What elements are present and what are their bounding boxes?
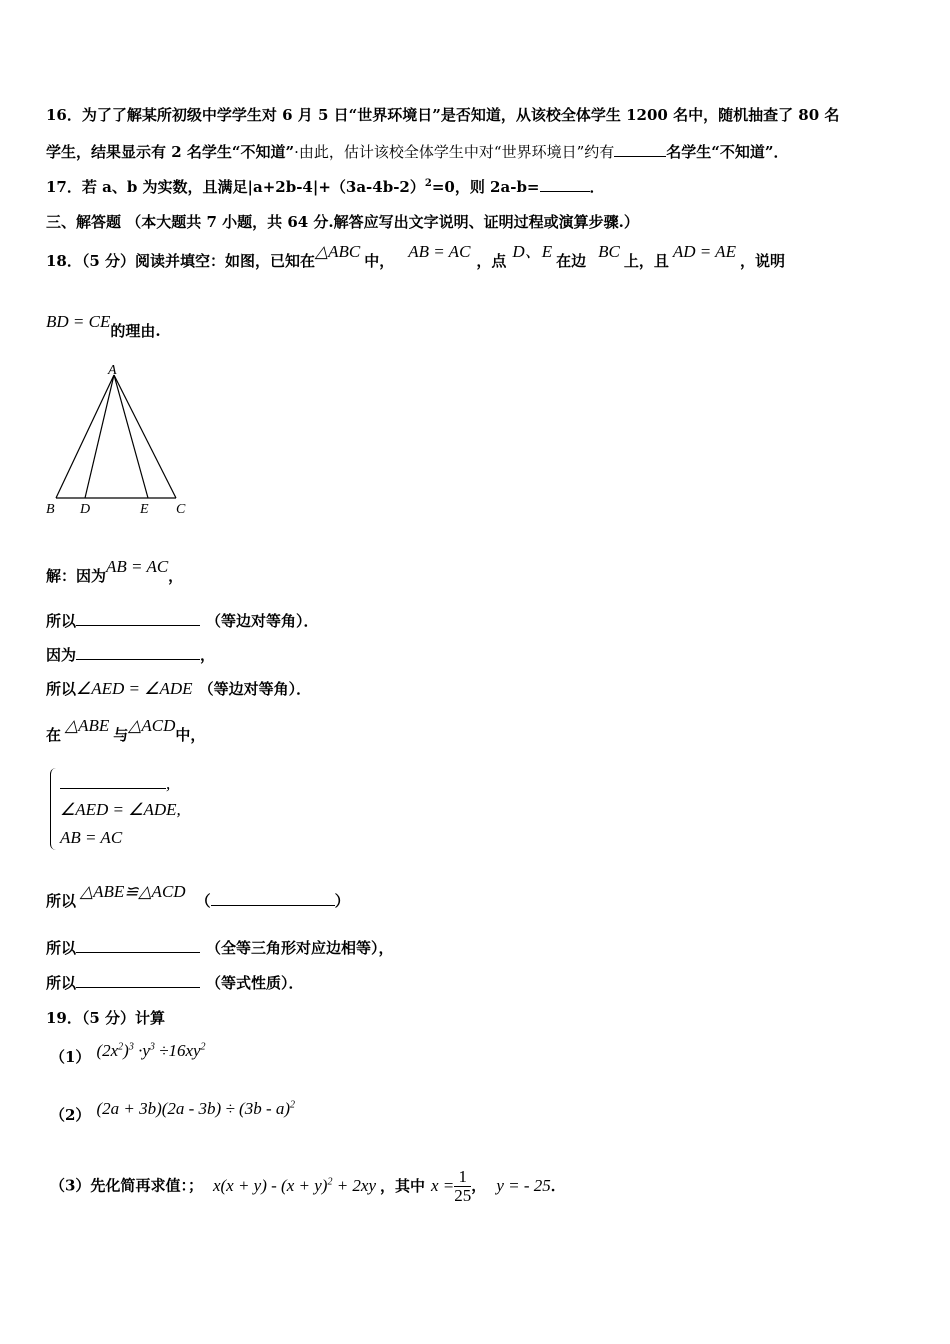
- label-b: B: [46, 502, 55, 517]
- math-congruent: △ABE≌△ACD: [80, 882, 186, 901]
- math-p3-y: y = - 25: [496, 1175, 551, 1195]
- math-bc: BC: [598, 242, 620, 261]
- q18-mid3: 在边: [556, 252, 587, 270]
- p3-b: + 2xy: [332, 1175, 376, 1195]
- p3-sep: ，: [471, 1176, 487, 1195]
- p1-c: ·y: [133, 1041, 150, 1060]
- math-tri-abe: △ABE: [65, 716, 110, 735]
- q19-p3-label: （3）先化简再求值：；: [50, 1176, 203, 1195]
- q17-line: [46, 176, 605, 197]
- q18-prefix: 18．（5 分）阅读并填空：如图，已知在: [46, 252, 316, 270]
- q19-part3: [50, 1168, 566, 1205]
- answer-blank[interactable]: [614, 142, 666, 157]
- q18-line1: [46, 242, 785, 271]
- p1-sup4: 2: [200, 1041, 206, 1053]
- q16-line2-part1: 学生，结果显示有 2 名学生“不知道”: [46, 143, 295, 161]
- math-p3: [213, 1176, 376, 1195]
- segment-ae: [114, 375, 148, 498]
- q17-text: 17．若 a、b 为实数，且满足|a+2b-4|+（3a-4b-2）: [46, 178, 425, 196]
- segment-ad: [85, 375, 114, 498]
- answer-blank[interactable]: [76, 973, 200, 988]
- label-e: E: [140, 502, 149, 517]
- sol-because-line: [46, 557, 184, 586]
- brace-comma: ,: [166, 774, 171, 793]
- answer-blank[interactable]: [76, 611, 200, 626]
- so2-label: 所以: [46, 680, 77, 698]
- so5-line: [46, 972, 304, 993]
- q16-line1: 16．为了了解某所初级中学学生对 6 月 5 日“世界环境日”是否知道，从该校全体学生 1200 名中，随机抽查了 80 名: [46, 106, 840, 124]
- q19-p2-label: （2）: [50, 1106, 91, 1124]
- answer-blank[interactable]: [540, 177, 590, 192]
- p3-sup: 2: [327, 1175, 333, 1187]
- p3-where: ，其中: [380, 1176, 426, 1195]
- so3-label: 所以: [46, 892, 77, 910]
- answer-blank[interactable]: [76, 645, 200, 660]
- p1-b: ): [123, 1041, 129, 1060]
- p1-sup3: 3: [149, 1041, 155, 1053]
- p1-a: (2x: [96, 1041, 119, 1060]
- math-brace-angle: ∠AED = ∠ADE,: [60, 800, 181, 819]
- so2-line: [46, 678, 311, 699]
- math-bd-eq-ce: BD = CE: [46, 312, 111, 331]
- q18-mid5: ，说明: [739, 252, 785, 270]
- triangle-figure: [40, 360, 200, 520]
- math-p3-x: x =: [431, 1175, 455, 1195]
- so4-line: [46, 937, 394, 958]
- q16-line2-part2: ·由此，估计该校全体学生中对“世界环境日”约有: [294, 143, 615, 161]
- frac-1-25: [454, 1168, 471, 1205]
- because-end: ，: [200, 646, 216, 664]
- q19-p1-label: （1）: [50, 1048, 91, 1066]
- q16-line2-part3: 名学生“不知道”．: [666, 143, 789, 161]
- brace-line1: [60, 774, 170, 794]
- sol-prefix: 解：因为: [46, 567, 107, 585]
- math-angle-eq: ∠AED = ∠ADE: [76, 679, 193, 698]
- math-d-e: D、E: [512, 242, 553, 261]
- paren-close: ）: [334, 892, 350, 910]
- q18-mid2: ，点: [476, 252, 507, 270]
- side-ab: [56, 375, 114, 498]
- so5-label: 所以: [46, 974, 77, 992]
- in-line: [46, 716, 206, 745]
- p1-d: ÷16xy: [154, 1041, 201, 1060]
- answer-blank[interactable]: [76, 938, 200, 953]
- and-label: 与: [113, 726, 129, 744]
- so5-note: （等式性质）．: [206, 974, 304, 992]
- math-tri-abc: △ABC: [315, 242, 361, 261]
- answer-blank[interactable]: [60, 774, 166, 789]
- in-label: 在: [46, 726, 62, 744]
- so1-line: [46, 610, 319, 631]
- q16-line2: [46, 141, 789, 162]
- so1-note: （等边对等角）．: [206, 612, 319, 630]
- label-a: A: [108, 363, 117, 378]
- math-tri-acd: △ACD: [128, 716, 176, 735]
- q18-line2: [46, 312, 161, 341]
- brace-line2: [60, 800, 181, 820]
- p2-sup: 2: [290, 1099, 296, 1111]
- q19-title: 19．（5 分）计算: [46, 1009, 166, 1027]
- so4-label: 所以: [46, 939, 77, 957]
- frac-den: 25: [454, 1186, 472, 1205]
- sol-comma: ，: [168, 567, 184, 585]
- q18-mid1: 中，: [364, 252, 395, 270]
- math-brace-ab-ac: AB = AC: [60, 828, 123, 847]
- section-3-heading: 三、解答题 （本大题共 7 小题，共 64 分.解答应写出文字说明、证明过程或演算步骤.）: [46, 213, 639, 231]
- q19-part2: [50, 1099, 296, 1125]
- so2-note: （等边对等角）．: [198, 680, 312, 698]
- brace: [50, 768, 59, 850]
- because-label: 因为: [46, 646, 77, 664]
- math-ab-eq-ac-2: AB = AC: [106, 557, 169, 576]
- p1-sup1: 2: [118, 1041, 124, 1053]
- math-ab-eq-ac: AB = AC: [408, 242, 471, 261]
- in-end: 中，: [175, 726, 206, 744]
- so3-line: [46, 882, 350, 911]
- so4-note: （全等三角形对应边相等），: [206, 939, 394, 957]
- q17-exponent: 2: [424, 178, 432, 189]
- math-p2: [96, 1099, 295, 1118]
- math-ad-eq-ae: AD = AE: [672, 242, 736, 261]
- p2-a: (2a + 3b)(2a - 3b) ÷ (3b - a): [96, 1099, 291, 1118]
- so1-label: 所以: [46, 612, 77, 630]
- brace-line3: [60, 828, 122, 848]
- paren-open: （: [195, 892, 211, 910]
- label-d: D: [80, 502, 91, 517]
- frac-num: 1: [454, 1168, 471, 1187]
- q18-mid4: 上，且: [623, 252, 669, 270]
- p3-a: x(x + y) - (x + y): [212, 1175, 328, 1195]
- math-p1: [96, 1041, 205, 1060]
- label-c: C: [176, 502, 186, 517]
- p3-end: ．: [550, 1176, 566, 1195]
- q18-reason: 的理由.: [110, 322, 161, 340]
- answer-blank[interactable]: [211, 891, 335, 906]
- side-ac: [114, 375, 176, 498]
- q17-tail: =0，则 2a-b=: [431, 178, 540, 196]
- because-line: [46, 644, 215, 665]
- q17-end: ．: [589, 178, 605, 196]
- q19-part1: [50, 1041, 206, 1067]
- p1-sup2: 3: [128, 1041, 134, 1053]
